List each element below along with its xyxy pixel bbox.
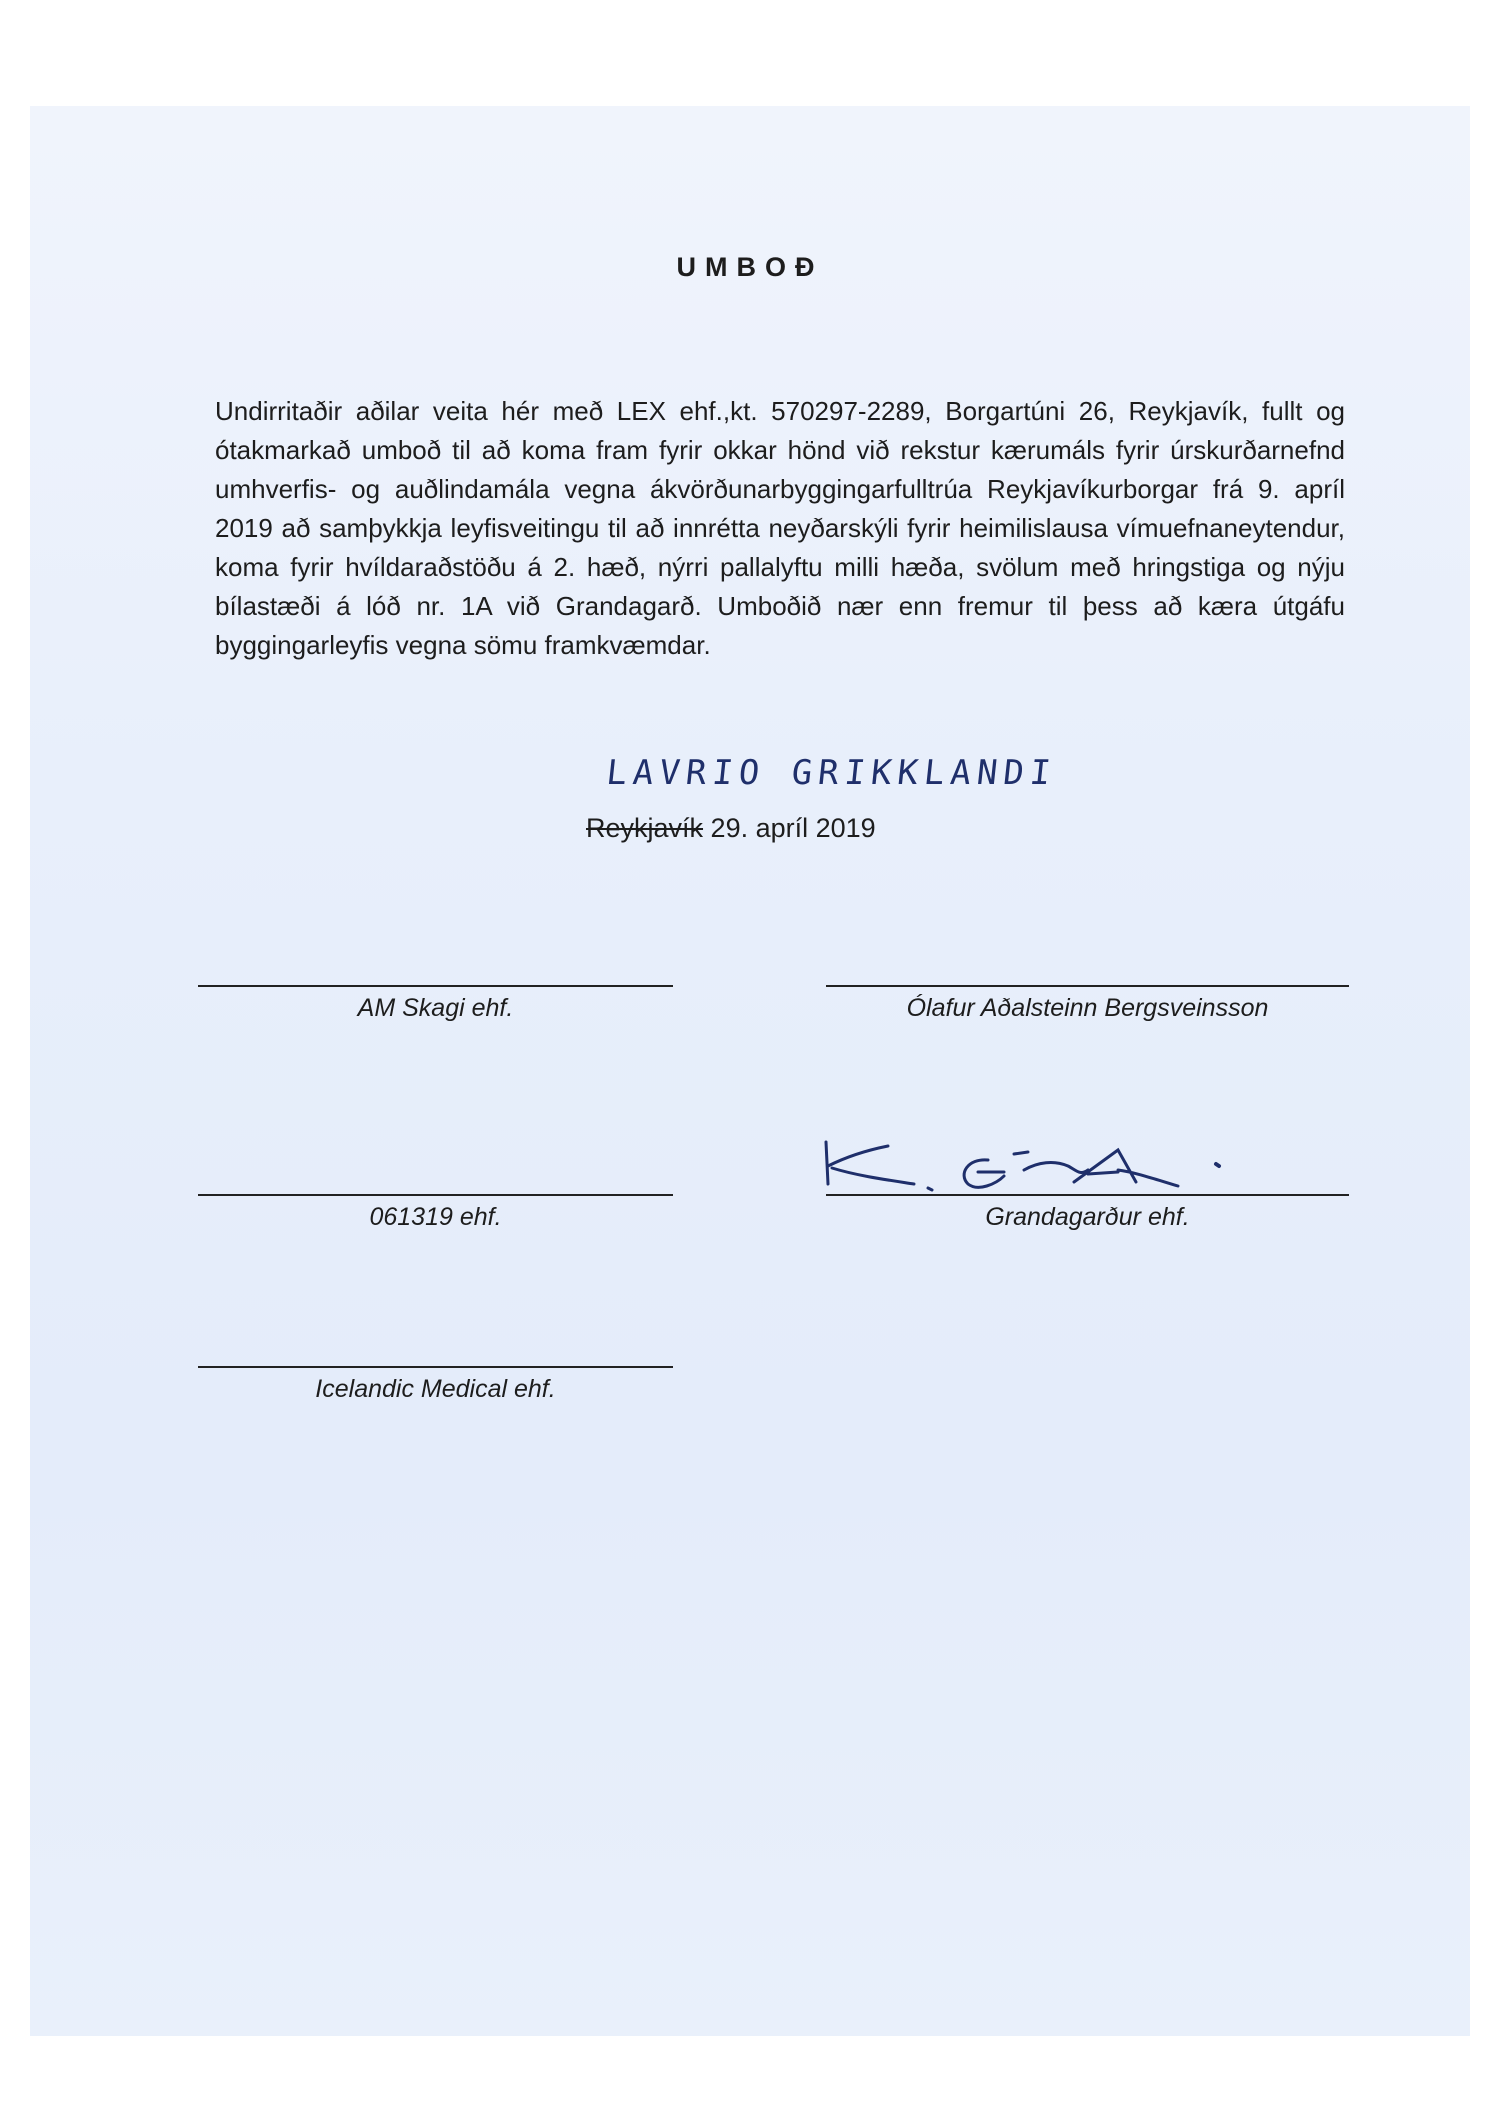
- signature-line-061319: [198, 1194, 673, 1196]
- place-and-date: [586, 813, 876, 844]
- signatory-olafur: Ólafur Aðalsteinn Bergsveinsson: [906, 994, 1269, 1022]
- handwritten-place-note: [600, 740, 1140, 800]
- signature-line-am-skagi: [198, 985, 673, 987]
- mandate-body-text: Undirritaðir aðilar veita hér með LEX ehf.,kt. 570297-2289, Borgartúni 26, Reykjavík, fullt og ótakmarkað umboð til að koma fram fyrir okkar hönd við rekstur kærumáls fyrir úrskurðarnefnd umhverfis- og auðlindamála vegna ákvörðunarbyggingarfulltrúa Reykjavíkurborgar frá 9. apríl 2019 að samþykkja leyfisveitingu til að innrétta neyðarskýli fyrir heimilislausa vímuefnaneytendur, koma fyrir hvíldaraðstöðu á 2. hæð, nýrri pallalyftu milli hæða, svölum með hringstiga og nýju bílastæði á lóð nr. 1A við Grandagarð. Umboðið nær enn fremur til þess að kæra útgáfu byggingarleyfis vegna sömu framkvæmdar.: [215, 396, 1345, 660]
- date-text: 29. apríl 2019: [710, 813, 876, 843]
- signature-line-icelandic-medical: [198, 1366, 673, 1368]
- struck-place: Reykjavík: [586, 813, 704, 843]
- handwritten-place-text: LAVRIO GRIKKLANDI: [604, 753, 1059, 793]
- document-title: UMBOÐ: [676, 252, 824, 282]
- signatory-am-skagi: AM Skagi ehf.: [357, 994, 514, 1022]
- signature-line-grandagardur: [826, 1194, 1349, 1196]
- handwritten-signature: [818, 1136, 1238, 1202]
- signature-line-olafur: [826, 985, 1349, 987]
- signatory-061319: 061319 ehf.: [369, 1203, 502, 1231]
- signatory-icelandic-medical: Icelandic Medical ehf.: [315, 1375, 556, 1403]
- signatory-grandagardur: Grandagarður ehf.: [985, 1203, 1190, 1231]
